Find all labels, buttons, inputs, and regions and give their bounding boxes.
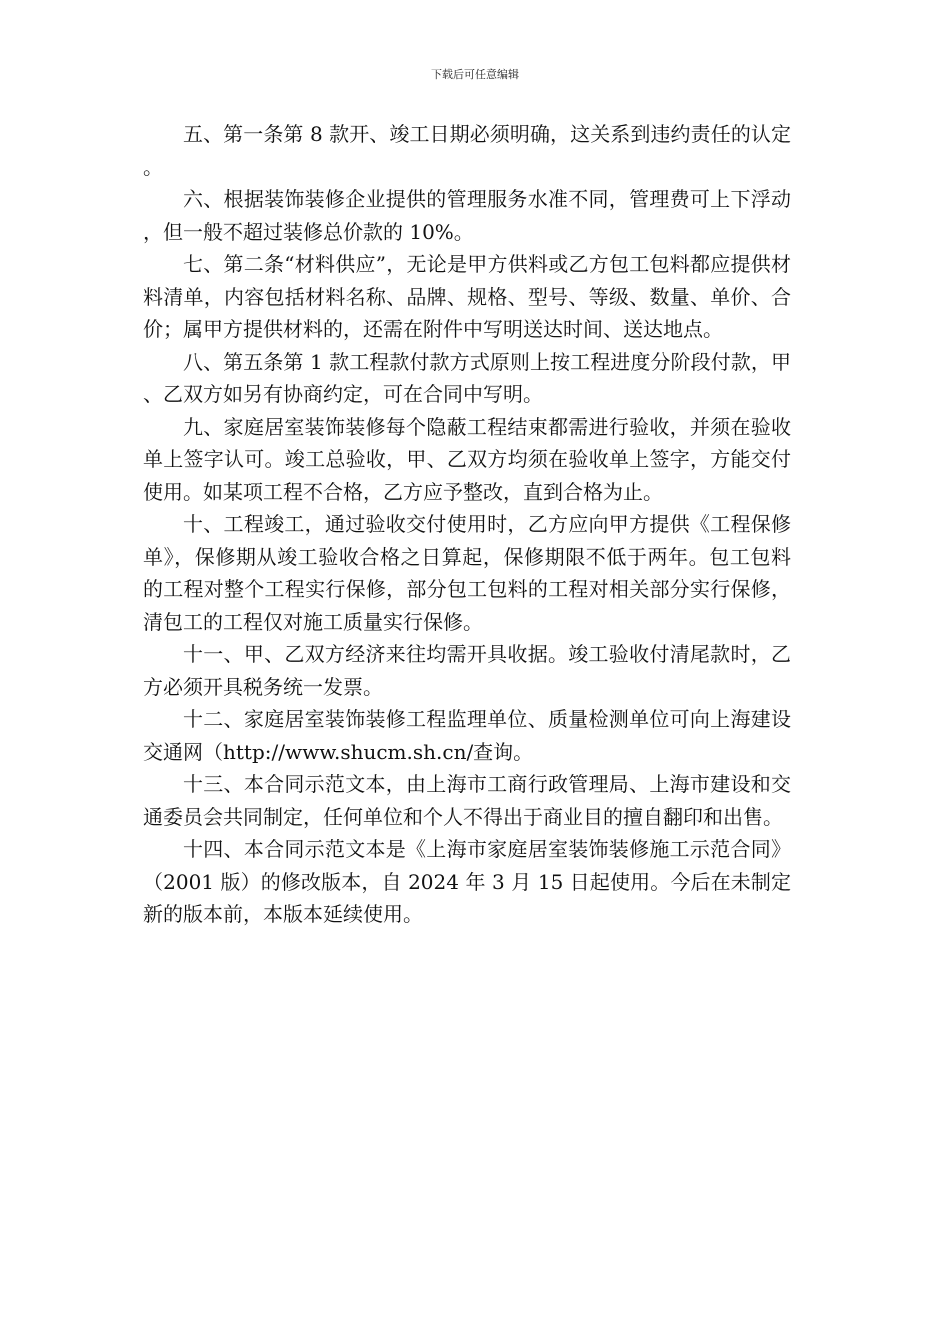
paragraph-item-8: 八、第五条第 1 款工程款付款方式原则上按工程进度分阶段付款，甲、乙双方如另有协商约定，可在合同中写明。 <box>143 349 791 406</box>
paragraph-item-12: 十二、家庭居室装饰装修工程监理单位、质量检测单位可向上海建设交通网（http://www.shucm.sh.cn/查询。 <box>143 707 791 764</box>
document-body <box>143 118 791 931</box>
paragraph-item-13: 十三、本合同示范文本，由上海市工商行政管理局、上海市建设和交通委员会共同制定，任何单位和个人不得出于商业目的擅自翻印和出售。 <box>143 772 791 829</box>
paragraph-item-9: 九、家庭居室装饰装修每个隐蔽工程结束都需进行验收，并须在验收单上签字认可。竣工总验收，甲、乙双方均须在验收单上签字，方能交付使用。如某项工程不合格，乙方应予整改，直到合格为止。 <box>143 414 791 504</box>
paragraph-item-7: 七、第二条“材料供应”，无论是甲方供料或乙方包工包料都应提供材料清单，内容包括材料名称、品牌、规格、型号、等级、数量、单价、合价；属甲方提供材料的，还需在附件中写明送达时间、送达地点。 <box>143 252 791 341</box>
paragraph-item-6: 六、根据装饰装修企业提供的管理服务水准不同，管理费可上下浮动，但一般不超过装修总价款的 10%。 <box>143 187 791 244</box>
paragraph-item-11: 十一、甲、乙双方经济来往均需开具收据。竣工验收付清尾款时，乙方必须开具税务统一发票。 <box>143 642 791 699</box>
paragraph-item-10: 十、工程竣工，通过验收交付使用时，乙方应向甲方提供《工程保修单》，保修期从竣工验收合格之日算起，保修期限不低于两年。包工包料的工程对整个工程实行保修，部分包工包料的工程对相关部分实行保修，清包工的工程仅对施工质量实行保修。 <box>143 512 791 634</box>
paragraph-item-14: 十四、本合同示范文本是《上海市家庭居室装饰装修施工示范合同》（2001 版）的修改版本，自 2024 年 3 月 15 日起使用。今后在未制定新的版本前，本版本延续使用。 <box>143 837 791 926</box>
paragraph-item-5: 五、第一条第 8 款开、竣工日期必须明确，这关系到违约责任的认定。 <box>143 122 791 179</box>
page-header-note: 下载后可任意编辑 <box>431 68 519 81</box>
